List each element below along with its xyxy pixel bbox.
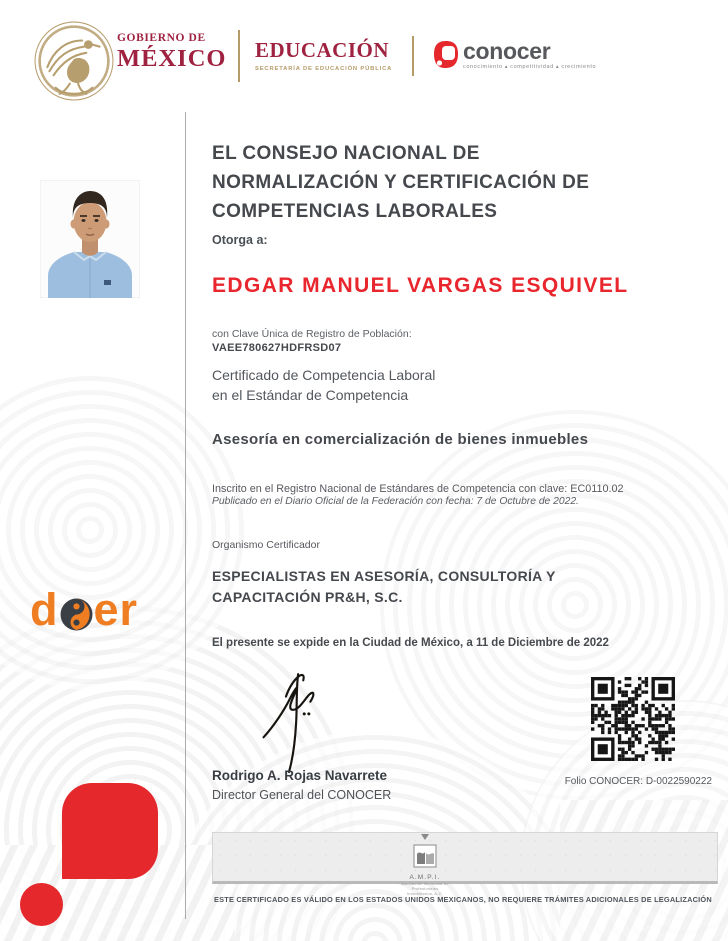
published-line: Publicado en el Diario Oficial de la Federación con fecha: 7 de Octubre de 2022.	[212, 496, 579, 507]
gobierno-line2: MÉXICO	[117, 45, 227, 72]
recipient-name: EDGAR MANUEL VARGAS ESQUIVEL	[212, 274, 629, 297]
conocer-tagline: conocimiento ▴ competitividad ▴ crecimiento	[463, 64, 597, 70]
doer-letter-d: d	[30, 584, 59, 635]
conocer-wordmark: conocer	[463, 38, 551, 64]
standard-name: Asesoría en comercialización de bienes inmuebles	[212, 431, 589, 448]
conocer-logo	[433, 40, 596, 70]
ampi-subtitle-line1: Asociación Mexicana de	[401, 881, 449, 886]
educacion-wordmark	[255, 38, 405, 72]
vertical-divider	[185, 112, 186, 919]
header-divider	[238, 30, 240, 82]
ampi-name: A.M.P.I.	[409, 874, 441, 881]
gobierno-de-mexico-wordmark	[117, 32, 237, 73]
red-circle-decoration	[20, 883, 63, 926]
ampi-triangle-icon	[421, 834, 429, 844]
educacion-subtitle: SECRETARÍA DE EDUCACIÓN PÚBLICA	[255, 66, 393, 72]
validity-notice: ESTE CERTIFICADO ES VÁLIDO EN LOS ESTADOS UNIDOS MEXICANOS, NO REQUIERE TRÁMITES ADICIONALES DE LEGALIZACIÓN	[214, 895, 712, 904]
ampi-logo	[399, 834, 451, 896]
header-divider	[412, 36, 414, 76]
doer-logo	[30, 584, 138, 636]
certificate-type	[212, 366, 435, 405]
registry-line: Inscrito en el Registro Nacional de Estándares de Competencia con clave: EC0110.02	[212, 483, 624, 495]
grants-label: Otorga a:	[212, 233, 268, 247]
certifier-name	[212, 566, 556, 608]
conocer-logo-icon	[433, 40, 459, 70]
issuer-title-line2: NORMALIZACIÓN Y CERTIFICACIÓN DE	[212, 172, 590, 193]
signature-icon	[258, 664, 322, 776]
certifier-name-line1: ESPECIALISTAS EN ASESORÍA, CONSULTORÍA Y	[212, 568, 556, 584]
curp-value: VAEE780627HDFRSD07	[212, 342, 342, 354]
issuer-title-line1: EL CONSEJO NACIONAL DE	[212, 143, 480, 164]
header	[0, 0, 728, 110]
ampi-subtitle-line2: Profesionales Inmobiliarios, A.C.	[406, 886, 444, 896]
red-rounded-square-decoration	[62, 783, 158, 879]
issuer-title-line3: COMPETENCIAS LABORALES	[212, 201, 498, 222]
signer-name: Rodrigo A. Rojas Navarrete	[212, 768, 388, 783]
folio-number: Folio CONOCER: D-0022590222	[564, 776, 712, 787]
qr-code	[591, 677, 675, 761]
issuer-title	[212, 139, 672, 226]
doer-yinyang-icon	[60, 598, 93, 631]
curp-label: con Clave Única de Registro de Población:	[212, 328, 412, 340]
ampi-band	[212, 832, 718, 884]
doer-letters-er: er	[93, 584, 139, 635]
educacion-title: EDUCACIÓN	[255, 38, 390, 62]
mexico-coat-of-arms-icon	[33, 20, 115, 102]
portrait-photo	[40, 180, 140, 298]
certifier-name-line2: CAPACITACIÓN PR&H, S.C.	[212, 589, 403, 605]
certificate-type-line1: Certificado de Competencia Laboral	[212, 367, 436, 383]
certifier-label: Organismo Certificador	[212, 539, 320, 551]
certificate-type-line2: en el Estándar de Competencia	[212, 386, 409, 403]
signer-title: Director General del CONOCER	[212, 788, 392, 802]
issue-date-line: El presente se expide en la Ciudad de México, a 11 de Diciembre de 2022	[212, 637, 609, 649]
gobierno-line1: GOBIERNO DE	[117, 32, 206, 44]
ampi-logo-icon	[413, 844, 437, 868]
